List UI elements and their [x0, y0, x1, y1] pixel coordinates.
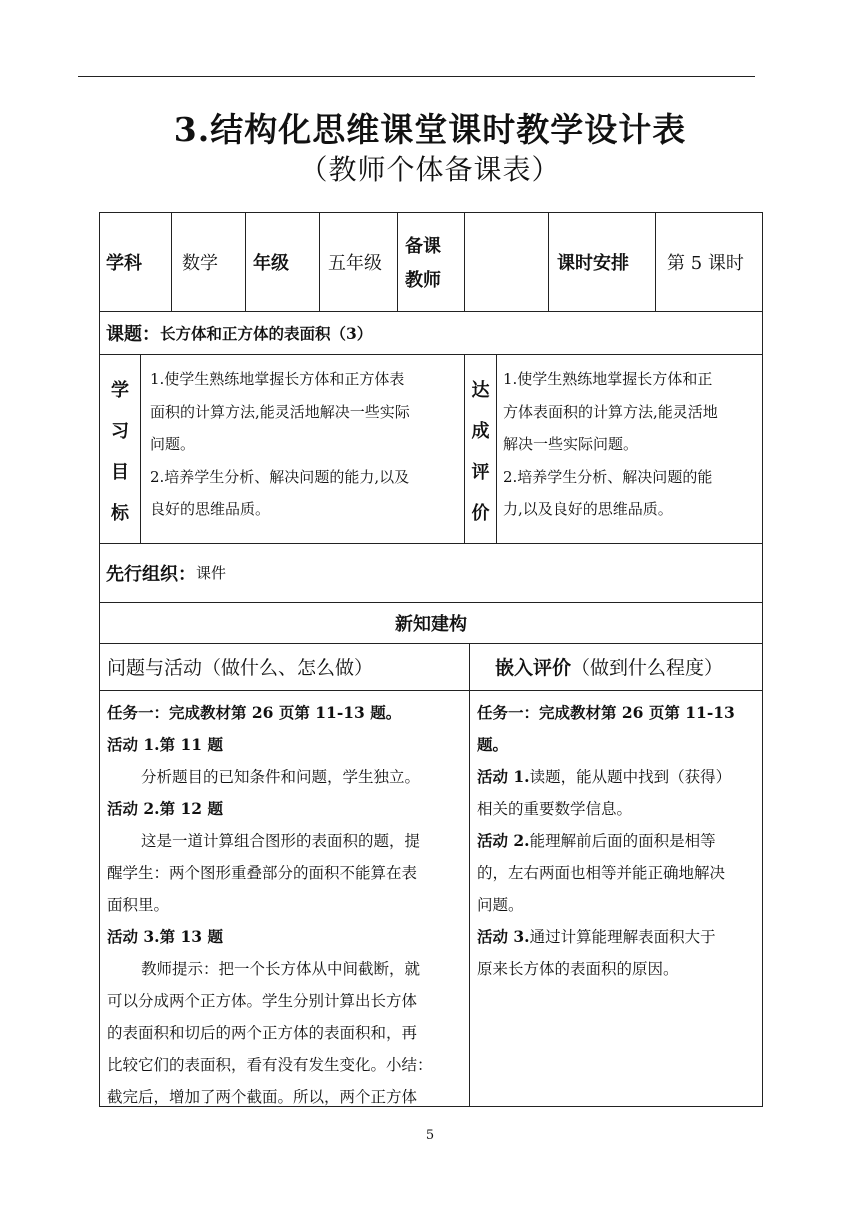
right-activity3-line: 原来长方体的表面积的原因。 — [477, 960, 679, 978]
goals-label-char: 标 — [111, 503, 129, 524]
col-divider — [319, 212, 320, 311]
goals-line: 1.使学生熟练地掌握长方体和正方体表 — [150, 370, 405, 388]
evaluation-line: 解决一些实际问题。 — [503, 435, 639, 453]
evaluation-line: 1.使学生熟练地掌握长方体和正 — [503, 370, 713, 388]
section-header: 新知建构 — [395, 613, 467, 635]
goals-line: 问题。 — [150, 435, 196, 453]
activity1-title: 活动 1.第 11 题 — [107, 735, 223, 754]
topic-label: 课题： — [106, 323, 160, 345]
header-rule — [78, 76, 755, 77]
activity2-line: 这是一道计算组合图形的表面积的题，提 — [141, 832, 421, 850]
right-task-line: 任务一：完成教材第 26 页第 11-13 — [477, 703, 735, 722]
teacher-label — [405, 230, 441, 298]
evaluation-label-char: 达 — [471, 380, 490, 401]
left-column-header: 问题与活动（做什么、怎么做） — [107, 657, 374, 679]
evaluation-line: 2.培养学生分析、解决问题的能 — [503, 467, 713, 486]
goals-label — [100, 370, 140, 534]
teacher-label-line1: 备课 — [405, 236, 441, 257]
goals-text — [150, 363, 410, 526]
right-activity3 — [477, 921, 759, 953]
col-divider — [397, 212, 398, 311]
row-divider — [99, 354, 763, 355]
right-activity1 — [477, 761, 759, 793]
col-divider — [496, 354, 497, 543]
right-activity2-line: 的，左右两面也相等并能正确地解决 — [477, 864, 726, 882]
left-content — [107, 697, 463, 1113]
col-divider — [140, 354, 141, 543]
col-divider — [548, 212, 549, 311]
row-divider — [99, 690, 763, 691]
page-title: 3.结构化思维课堂课时教学设计表 — [173, 110, 687, 149]
topic-value: 长方体和正方体的表面积（3） — [160, 323, 373, 343]
right-activity2 — [477, 825, 759, 857]
advance-label: 先行组织： — [106, 563, 196, 585]
col-divider — [245, 212, 246, 311]
evaluation-line: 力,以及良好的思维品质。 — [503, 500, 673, 518]
right-activity1-label: 活动 1. — [477, 767, 530, 786]
activity3-line: 可以分成两个正方体。学生分别计算出长方体 — [107, 992, 418, 1010]
evaluation-label-char: 成 — [471, 421, 490, 442]
schedule-label: 课时安排 — [557, 252, 629, 274]
subject-value: 数学 — [182, 252, 218, 274]
right-header-bold: 嵌入评价 — [495, 657, 572, 679]
advance-row — [106, 543, 226, 602]
page-number: 5 — [425, 1128, 435, 1143]
activity3-title: 活动 3.第 13 题 — [107, 927, 223, 946]
activity3-line: 教师提示：把一个长方体从中间截断，就 — [141, 960, 421, 978]
right-activity1-line: 相关的重要数学信息。 — [477, 800, 633, 818]
col-divider — [464, 212, 465, 311]
left-task-line: 任务一：完成教材第 26 页第 11-13 题。 — [107, 703, 402, 722]
teacher-label-line2: 教师 — [405, 270, 441, 291]
goals-label-char: 目 — [111, 462, 129, 483]
right-content — [477, 697, 759, 985]
topic-row — [106, 311, 372, 354]
evaluation-text — [503, 363, 718, 526]
schedule-value: 第 5 课时 — [667, 252, 744, 274]
evaluation-label-char: 价 — [471, 503, 490, 524]
goals-line: 面积的计算方法,能灵活地解决一些实际 — [150, 402, 410, 421]
right-activity1-text: 读题，能从题中找到（获得） — [529, 768, 732, 786]
evaluation-line: 方体表面积的计算方法,能灵活地 — [503, 402, 718, 421]
subject-label: 学科 — [106, 252, 142, 274]
right-column-header — [495, 643, 723, 690]
right-activity2-text: 能理解前后面的面积是相等 — [529, 832, 716, 850]
goals-line: 2.培养学生分析、解决问题的能力,以及 — [150, 467, 410, 486]
activity2-line: 醒学生：两个图形重叠部分的面积不能算在表 — [107, 864, 418, 882]
right-activity3-label: 活动 3. — [477, 927, 530, 946]
goals-label-char: 学 — [111, 380, 129, 401]
right-activity2-label: 活动 2. — [477, 831, 530, 850]
right-header-rest: （做到什么程度） — [571, 657, 724, 679]
col-divider — [469, 643, 470, 1107]
grade-value: 五年级 — [328, 252, 382, 274]
activity2-line: 面积里。 — [107, 896, 170, 914]
goals-line: 良好的思维品质。 — [150, 500, 271, 518]
activity2-title: 活动 2.第 12 题 — [107, 799, 223, 818]
activity1-line: 分析题目的已知条件和问题，学生独立。 — [141, 768, 421, 786]
advance-value: 课件 — [196, 564, 227, 582]
right-task-line: 题。 — [477, 735, 509, 754]
activity3-line: 比较它们的表面积，看有没有发生变化。小结： — [107, 1056, 433, 1074]
page-subtitle: （教师个体备课表） — [299, 153, 561, 186]
grade-label: 年级 — [253, 252, 289, 274]
activity3-line: 的表面积和切后的两个正方体的表面积和，再 — [107, 1024, 418, 1042]
evaluation-label-char: 评 — [471, 462, 490, 483]
activity3-line: 截完后，增加了两个截面。所以，两个正方体 — [107, 1088, 418, 1106]
col-divider — [655, 212, 656, 311]
right-activity3-text: 通过计算能理解表面积大于 — [529, 928, 716, 946]
right-activity2-line: 问题。 — [477, 896, 524, 914]
evaluation-label — [465, 370, 496, 534]
goals-label-char: 习 — [111, 421, 129, 442]
col-divider — [171, 212, 172, 311]
